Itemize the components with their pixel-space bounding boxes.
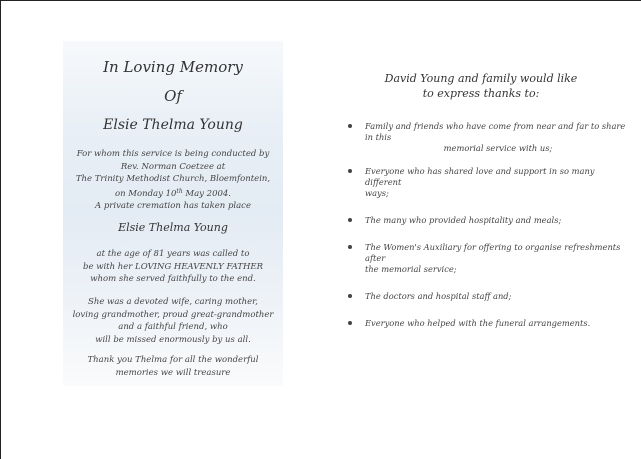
tribute-line: She was a devoted wife, caring mother, [88,297,258,307]
thanks-item [346,291,631,302]
thanks-item-text [365,215,631,226]
service-date-suffix: May 2004. [182,188,231,199]
service-date-ordinal: th [176,187,183,195]
tribute-line: will be missed enormously by us all. [95,334,251,345]
thanks-heading [361,71,601,101]
called-home-text [63,248,283,286]
closing-line: memories we will treasure [115,367,231,378]
thanks-item-line: the memorial service; [365,264,457,274]
thanks-item [346,215,631,226]
thanks-item-line: The Women's Auxiliary for offering to organise refreshments after [365,242,621,263]
thanks-item-line: The many who provided hospitality and meals; [365,215,562,225]
closing-line: Thank you Thelma for all the wonderful [87,355,259,365]
bullet-icon [348,169,352,173]
thanks-item-line: Family and friends who have come from near and far to share in this [365,121,626,142]
thanks-heading-line: David Young and family would like [384,72,578,85]
called-line: at the age of 81 years was called to [96,249,250,259]
closing-text [63,354,283,379]
service-details [63,148,283,213]
thanks-item [346,166,631,199]
thanks-heading-line: to express thanks to: [422,87,540,100]
memorial-title-of: Of [164,87,182,105]
tribute-line: loving grandmother, proud great-grandmother [72,309,274,320]
thanks-item-line: The doctors and hospital staff and; [365,291,512,301]
tribute-line: and a faithful friend, who [118,322,228,332]
deceased-name-repeat: Elsie Thelma Young [118,221,228,234]
called-line: whom she served faithfully to the end. [90,274,256,284]
called-line: be with her LOVING HEAVENLY FATHER [83,261,263,272]
service-date-line [63,186,283,201]
memorial-title: In Loving Memory [103,58,243,76]
bullet-icon [348,124,352,128]
thanks-item [346,242,631,275]
service-line: A private cremation has taken place [95,201,251,211]
bullet-icon [348,294,352,298]
thanks-list [346,121,631,329]
tribute-text [63,296,283,346]
thanks-item-line: ways; [365,188,389,198]
thanks-item-text [365,166,631,199]
bullet-icon [348,218,352,222]
memorial-panel [63,41,283,386]
thanks-item-line: Everyone who has shared love and support in so many different [365,166,595,187]
service-date-prefix: on Monday 10 [114,188,177,199]
thanks-item-text [365,121,631,154]
bullet-icon [348,245,352,249]
bullet-icon [348,321,352,325]
thanks-item [346,318,631,329]
thanks-item-text [365,318,631,329]
thanks-item-text [365,291,631,302]
service-line: The Trinity Methodist Church, Bloemfontein, [75,174,271,184]
deceased-name: Elsie Thelma Young [103,117,243,133]
thanks-item-line: memorial service with us; [443,143,553,153]
thanks-item-line: Everyone who helped with the funeral arrangements. [365,318,591,328]
service-line: For whom this service is being conducted by [76,149,270,159]
thanks-item-text [365,242,631,275]
thanks-item [346,121,631,154]
service-line: Rev. Norman Coetzee at [120,161,226,172]
